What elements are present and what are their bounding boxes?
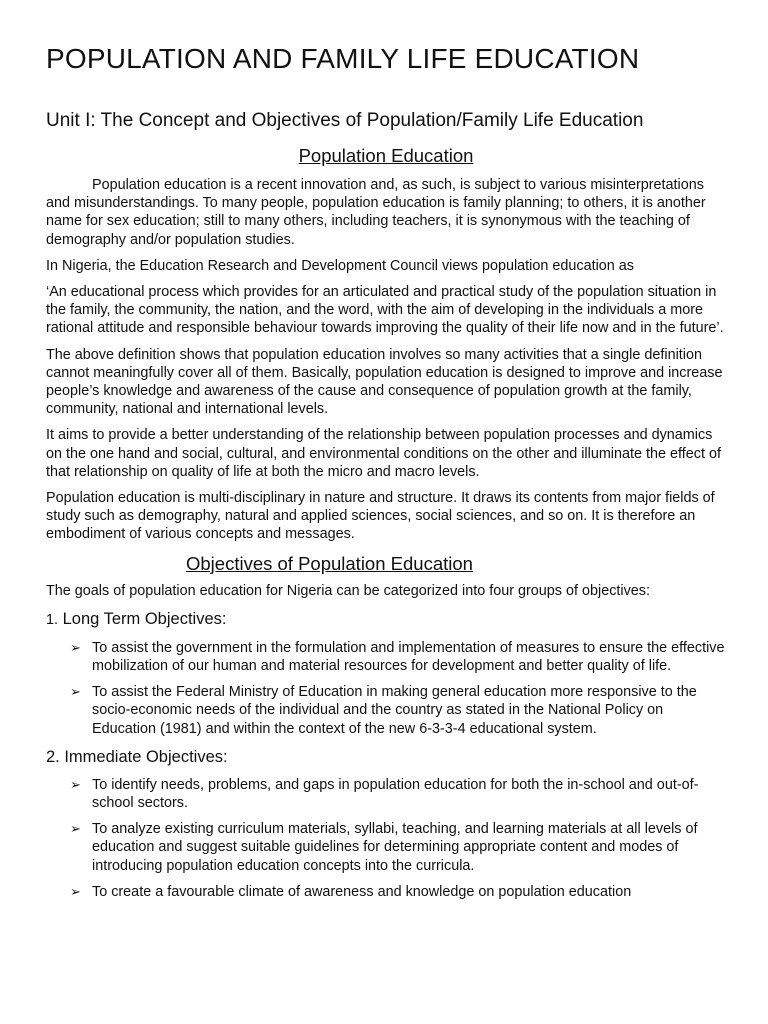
list-item-text: To analyze existing curriculum materials, syllabi, teaching, and learning materials at all levels of education and suggest suitable guidelines for determining appropriate content and modes of introducing population education concepts into the curricula.	[92, 821, 698, 874]
arrow-bullet-icon: ➢	[70, 821, 81, 837]
immediate-objectives-list	[46, 776, 726, 901]
paragraph: It aims to provide a better understanding of the relationship between population processes and dynamics on the one hand and social, cultural, and environmental conditions on the other and illuminate the effect of that relationship on quality of life at both the micro and macro levels.	[46, 427, 721, 480]
list-item	[46, 820, 726, 875]
unit-heading: Unit I: The Concept and Objectives of Population/Family Life Education	[46, 110, 644, 131]
long-term-objectives-list	[46, 639, 726, 738]
objective-group-heading-long-term	[46, 608, 726, 631]
list-item-text: To create a favourable climate of awareness and knowledge on population education	[92, 883, 632, 900]
list-item	[46, 776, 726, 812]
section-heading-population-education: Population Education	[298, 145, 474, 166]
list-item-text: To assist the government in the formulation and implementation of measures to ensure the effective mobilization of our human and material resources for development and better quality of life.	[92, 639, 725, 675]
list-item-text: To identify needs, problems, and gaps in population education for both the in-school and out-of-school sectors.	[92, 776, 699, 812]
objectives-intro: The goals of population education for Nigeria can be categorized into four groups of objectives:	[46, 582, 650, 599]
objective-group-number: 1.	[46, 611, 59, 628]
objective-group-title: Immediate Objectives:	[59, 747, 228, 766]
paragraph: Population education is multi-disciplinary in nature and structure. It draws its contents from major fields of study such as demography, natural and applied sciences, social sciences, and so on. It is therefore an embodiment of various concepts and messages.	[46, 490, 715, 543]
section-heading-objectives: Objectives of Population Education	[186, 552, 473, 574]
document-page	[46, 40, 726, 909]
paragraph: The above definition shows that population education involves so many activities that a single definition cannot meaningfully cover all of them. Basically, population education is designed to improve and increase people’s knowledge and awareness of the cause and consequence of population growth at the family, community, national and international levels.	[46, 346, 723, 418]
list-item	[46, 639, 726, 675]
list-item	[46, 683, 726, 738]
arrow-bullet-icon: ➢	[70, 684, 81, 700]
paragraph: Population education is a recent innovation and, as such, is subject to various misinterpretations and misunderstandings. To many people, population education is family planning; to others, it is another name for sex education; still to many others, including teachers, it is synonymous with the teaching of demography and/or population studies.	[46, 177, 706, 248]
arrow-bullet-icon: ➢	[70, 639, 81, 655]
objective-group-title: Long Term Objectives:	[58, 609, 227, 628]
objective-group-number: 2.	[46, 747, 60, 766]
arrow-bullet-icon: ➢	[70, 883, 81, 899]
list-item-text: To assist the Federal Ministry of Education in making general education more responsive to the socio-economic needs of the individual and the country as stated in the National Policy on Education (1981) and within the context of the new 6-3-3-4 educational system.	[92, 684, 697, 737]
list-item	[46, 883, 726, 901]
quoted-definition: ‘An educational process which provides for an articulated and practical study of the population situation in the family, the community, the nation, and the word, with the aim of developing in the individuals a more rational attitude and responsible behaviour towards improving the quality of their life now and in the future’.	[46, 284, 724, 337]
objective-group-heading-immediate	[46, 746, 726, 768]
paragraph: In Nigeria, the Education Research and Development Council views population education as	[46, 257, 634, 274]
arrow-bullet-icon: ➢	[70, 776, 81, 792]
document-title: POPULATION AND FAMILY LIFE EDUCATION	[46, 43, 640, 74]
